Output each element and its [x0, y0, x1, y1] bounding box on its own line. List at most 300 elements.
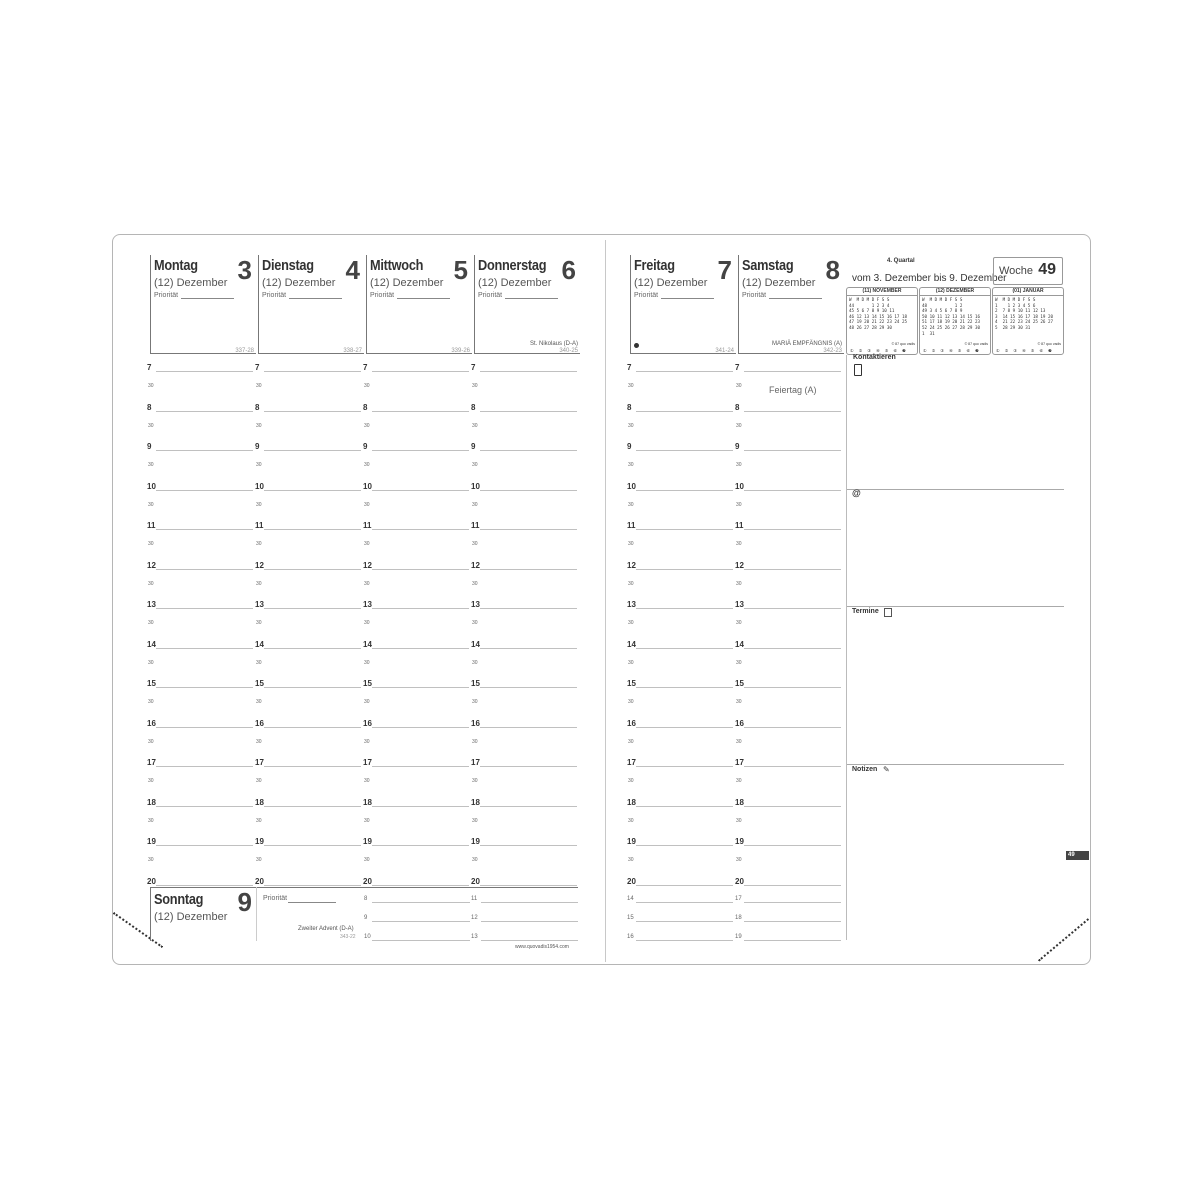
half-hour-label: 30 — [736, 580, 742, 587]
day-number: 9 — [237, 887, 252, 917]
half-hour-label: 30 — [364, 738, 370, 745]
hour-label: 18 — [147, 797, 156, 807]
hour-label: 12 — [147, 560, 156, 570]
mini-calendar-grid: W M D M D F S S 48 1 2 49 3 4 5 6 7 8 9 50 10 11 12 13 14 15 16 51 17 18 19 20 21 22 23 52 24 25 26 27 28 29 30 1 31 — [922, 297, 980, 336]
hour-line[interactable] — [744, 608, 841, 609]
hour-line[interactable] — [156, 371, 253, 372]
hour-line[interactable] — [744, 648, 841, 649]
hour-label: 10 — [735, 481, 744, 491]
day-month: (12) Dezember — [634, 277, 708, 289]
day-month: (12) Dezember — [154, 911, 228, 923]
sunday-slot-line[interactable] — [372, 940, 470, 941]
hour-line[interactable] — [372, 411, 469, 412]
half-hour-label: 30 — [628, 580, 634, 587]
hour-label: 13 — [735, 600, 744, 609]
hour-label: 15 — [735, 679, 744, 688]
hour-label: 15 — [363, 679, 372, 688]
mini-calendar-footer: © 87 quo vadis — [964, 342, 988, 346]
half-hour-label: 30 — [364, 857, 370, 863]
day-header — [630, 255, 736, 354]
hour-label: 9 — [255, 442, 260, 451]
hour-label: 15 — [471, 679, 480, 688]
hour-label: 19 — [735, 837, 744, 846]
hour-line[interactable] — [372, 569, 469, 570]
half-hour-label: 30 — [472, 501, 478, 508]
hour-line[interactable] — [744, 411, 841, 412]
half-hour-label: 30 — [628, 857, 634, 863]
hour-line[interactable] — [372, 885, 469, 886]
footer-url: www.quovadis1954.com — [515, 944, 569, 950]
half-hour-label: 30 — [736, 541, 742, 547]
mini-calendar-grid: W M D M D F S S 44 1 2 3 4 45 5 6 7 8 9 10 11 46 12 13 14 15 16 17 18 47 19 20 21 22 23 24 25 48 26 27 28 29 30 — [849, 297, 907, 330]
hour-label: 20 — [471, 876, 480, 886]
day-number: 4 — [345, 255, 360, 285]
half-hour-label: 30 — [256, 778, 262, 784]
half-hour-label: 30 — [256, 580, 262, 587]
hour-label: 13 — [363, 600, 372, 609]
week-box — [993, 257, 1063, 285]
half-hour-label: 30 — [472, 738, 478, 745]
email-section — [846, 489, 1064, 607]
hour-line[interactable] — [156, 766, 253, 767]
hour-line[interactable] — [372, 806, 469, 807]
evening-slot-label: 14 — [627, 896, 634, 902]
half-hour-label: 30 — [628, 462, 634, 468]
day-header — [150, 255, 256, 354]
hour-line[interactable] — [372, 727, 469, 728]
half-hour-label: 30 — [148, 778, 154, 784]
hour-label: 8 — [255, 402, 260, 412]
priority-label: Priorität — [262, 292, 287, 299]
half-hour-label: 30 — [256, 620, 262, 626]
day-number: 3 — [237, 255, 252, 285]
column-divider — [846, 355, 847, 940]
half-hour-label: 30 — [472, 541, 478, 547]
evening-slot-label: 18 — [735, 915, 742, 921]
mini-calendar-footer: © 87 quo vadis — [1037, 342, 1061, 346]
hour-line[interactable] — [480, 608, 577, 609]
hour-line[interactable] — [156, 687, 253, 688]
priority-line — [181, 298, 234, 299]
priority-label: Priorität — [478, 292, 503, 299]
half-hour-label: 30 — [148, 501, 154, 508]
quarter-label: 4. Quartal — [887, 258, 915, 264]
hour-label: 10 — [471, 481, 480, 491]
priority-label: Priorität — [742, 292, 767, 299]
half-hour-label: 30 — [472, 778, 478, 784]
day-month: (12) Dezember — [370, 277, 444, 289]
hour-label: 10 — [363, 481, 372, 491]
hour-line[interactable] — [480, 569, 577, 570]
hour-label: 9 — [363, 442, 368, 451]
day-month: (12) Dezember — [154, 277, 228, 289]
day-number: 5 — [453, 255, 468, 285]
hour-label: 12 — [363, 560, 372, 570]
hour-label: 20 — [147, 876, 156, 886]
day-name: Sonntag — [154, 891, 204, 908]
mini-calendar-title: (12) DEZEMBER — [920, 288, 990, 296]
hour-line[interactable] — [372, 608, 469, 609]
half-hour-label: 30 — [628, 817, 634, 824]
evening-slot-line[interactable] — [744, 940, 841, 941]
half-hour-label: 30 — [256, 738, 262, 745]
marker-dot — [634, 343, 639, 348]
half-hour-label: 30 — [736, 817, 742, 824]
hour-line[interactable] — [744, 371, 841, 372]
priority-line — [289, 298, 342, 299]
sunday-slot-label: 13 — [471, 934, 478, 940]
sunday-slot-label: 12 — [471, 915, 478, 921]
half-hour-label: 30 — [472, 422, 478, 429]
half-hour-label: 30 — [736, 422, 742, 429]
hour-line[interactable] — [636, 845, 733, 846]
day-name: Mittwoch — [370, 257, 424, 274]
hour-line[interactable] — [744, 450, 841, 451]
hour-label: 20 — [735, 876, 744, 886]
week-number: 49 — [1038, 261, 1056, 278]
hour-label: 16 — [627, 718, 636, 728]
priority-line — [505, 298, 558, 299]
hour-label: 11 — [363, 521, 372, 530]
half-hour-label: 30 — [256, 659, 262, 666]
day-number: 8 — [825, 255, 840, 285]
hour-label: 18 — [255, 797, 264, 807]
hour-label: 19 — [147, 837, 156, 846]
mini-calendar-footer: © 87 quo vadis — [891, 342, 915, 346]
hour-label: 9 — [147, 442, 152, 451]
hour-label: 8 — [627, 402, 632, 412]
half-hour-label: 30 — [472, 383, 478, 389]
half-hour-label: 30 — [736, 383, 742, 389]
hour-label: 17 — [147, 758, 156, 767]
half-hour-label: 30 — [364, 580, 370, 587]
hour-line[interactable] — [372, 490, 469, 491]
hour-line[interactable] — [744, 727, 841, 728]
half-hour-label: 30 — [472, 659, 478, 666]
hour-line[interactable] — [480, 648, 577, 649]
hour-line[interactable] — [744, 687, 841, 688]
sunday-slot-line[interactable] — [481, 940, 578, 941]
evening-slot-line[interactable] — [744, 921, 841, 922]
hour-line[interactable] — [264, 569, 361, 570]
hour-label: 20 — [363, 876, 372, 886]
hour-line[interactable] — [264, 727, 361, 728]
half-hour-label: 30 — [256, 501, 262, 508]
hour-label: 11 — [627, 521, 636, 530]
priority-line — [661, 298, 714, 299]
notizen-section — [846, 764, 1064, 940]
hour-label: 17 — [471, 758, 480, 767]
half-hour-label: 30 — [256, 462, 262, 468]
hour-label: 15 — [627, 679, 636, 688]
hour-line[interactable] — [744, 490, 841, 491]
hour-label: 9 — [627, 442, 632, 451]
evening-slot-label: 16 — [627, 934, 634, 940]
hour-line[interactable] — [372, 450, 469, 451]
half-hour-label: 30 — [472, 620, 478, 626]
hour-line[interactable] — [264, 371, 361, 372]
hour-label: 18 — [735, 797, 744, 807]
half-hour-label: 30 — [628, 422, 634, 429]
day-name: Donnerstag — [478, 257, 547, 274]
hour-line[interactable] — [636, 687, 733, 688]
hour-label: 16 — [471, 718, 480, 728]
holiday-label: MARIÄ EMPFÄNGNIS (A) — [771, 341, 842, 347]
hour-label: 20 — [627, 876, 636, 886]
half-hour-label: 30 — [256, 699, 262, 705]
hour-line[interactable] — [264, 529, 361, 530]
hour-label: 14 — [363, 639, 372, 649]
half-hour-label: 30 — [364, 422, 370, 429]
mini-calendar-title: (11) NOVEMBER — [847, 288, 917, 296]
half-hour-label: 30 — [736, 738, 742, 745]
sunday-slot-label: 8 — [364, 896, 368, 902]
evening-slot-label: 15 — [627, 915, 634, 921]
half-hour-label: 30 — [148, 699, 154, 705]
hour-line[interactable] — [264, 766, 361, 767]
hour-line[interactable] — [264, 450, 361, 451]
hour-label: 17 — [255, 758, 264, 767]
sunday-slot-label: 9 — [364, 915, 368, 921]
mini-calendar-november — [846, 287, 918, 355]
hour-line[interactable] — [264, 687, 361, 688]
notizen-label: Notizen — [852, 766, 878, 773]
hour-line[interactable] — [156, 806, 253, 807]
hour-line[interactable] — [480, 490, 577, 491]
hour-line[interactable] — [156, 727, 253, 728]
hour-line[interactable] — [636, 569, 733, 570]
sunday-slot-label: 11 — [471, 896, 478, 902]
hour-line[interactable] — [480, 806, 577, 807]
hour-line[interactable] — [636, 727, 733, 728]
day-name: Dienstag — [262, 257, 314, 274]
day-number: 6 — [561, 255, 576, 285]
hour-line[interactable] — [480, 529, 577, 530]
hour-line[interactable] — [372, 648, 469, 649]
half-hour-label: 30 — [364, 541, 370, 547]
half-hour-label: 30 — [628, 738, 634, 745]
hour-label: 15 — [255, 679, 264, 688]
hour-label: 12 — [471, 560, 480, 570]
hour-label: 11 — [735, 521, 744, 530]
hour-label: 10 — [147, 481, 156, 491]
hour-line[interactable] — [480, 411, 577, 412]
hour-label: 7 — [147, 363, 152, 372]
priority-label: Priorität — [370, 292, 395, 299]
half-hour-label: 30 — [364, 778, 370, 784]
hour-line[interactable] — [744, 885, 841, 886]
half-hour-label: 30 — [148, 541, 154, 547]
mini-calendar-weekdays: ① ② ③ ④ ⑤ ⑥ ❼ — [996, 348, 1054, 353]
hour-line[interactable] — [636, 608, 733, 609]
evening-slot-line[interactable] — [636, 902, 733, 903]
sunday-slot-line[interactable] — [372, 921, 470, 922]
hour-label: 14 — [627, 639, 636, 649]
termine-label: Termine — [852, 608, 879, 615]
hour-line[interactable] — [744, 845, 841, 846]
hour-line[interactable] — [480, 766, 577, 767]
hour-line[interactable] — [156, 845, 253, 846]
evening-slot-line[interactable] — [744, 902, 841, 903]
half-hour-label: 30 — [256, 422, 262, 429]
sunday-slot-line[interactable] — [481, 902, 578, 903]
hour-line[interactable] — [636, 371, 733, 372]
half-hour-label: 30 — [256, 383, 262, 389]
hour-label: 8 — [363, 402, 368, 412]
half-hour-label: 30 — [148, 462, 154, 468]
hour-label: 9 — [735, 442, 740, 451]
hour-line[interactable] — [264, 885, 361, 886]
hour-line[interactable] — [156, 885, 253, 886]
mini-calendar-december — [919, 287, 991, 355]
sunday-slot-line[interactable] — [481, 921, 578, 922]
evening-slot-label: 17 — [735, 896, 742, 902]
hour-label: 8 — [471, 402, 476, 412]
holiday-label: Zweiter Advent (D-A) — [298, 926, 354, 932]
hour-label: 17 — [363, 758, 372, 767]
half-hour-label: 30 — [364, 817, 370, 824]
hour-label: 12 — [627, 560, 636, 570]
hour-label: 16 — [147, 718, 156, 728]
half-hour-label: 30 — [472, 857, 478, 863]
priority-label: Priorität — [154, 292, 179, 299]
hour-line[interactable] — [636, 411, 733, 412]
day-header — [366, 255, 472, 354]
hour-label: 10 — [627, 481, 636, 491]
half-hour-label: 30 — [628, 501, 634, 508]
priority-line[interactable] — [288, 902, 336, 903]
half-hour-label: 30 — [628, 659, 634, 666]
hour-label: 16 — [735, 718, 744, 728]
half-hour-label: 30 — [148, 659, 154, 666]
hour-line[interactable] — [372, 845, 469, 846]
half-hour-label: 30 — [628, 778, 634, 784]
hour-label: 11 — [255, 521, 264, 530]
contacts-section — [846, 355, 1064, 490]
half-hour-label: 30 — [148, 620, 154, 626]
hour-label: 18 — [627, 797, 636, 807]
mini-calendar-title: (01) JANUAR — [993, 288, 1063, 296]
hour-line[interactable] — [744, 529, 841, 530]
hour-line[interactable] — [480, 727, 577, 728]
day-month: (12) Dezember — [742, 277, 816, 289]
hour-line[interactable] — [744, 766, 841, 767]
evening-slot-line[interactable] — [636, 940, 733, 941]
hour-line[interactable] — [156, 648, 253, 649]
day-of-year: 340-25 — [559, 348, 578, 354]
page-tab: 49 — [1066, 851, 1089, 860]
hour-line[interactable] — [264, 490, 361, 491]
hour-label: 8 — [735, 402, 740, 412]
week-range: vom 3. Dezember bis 9. Dezember — [852, 273, 1007, 284]
hour-line[interactable] — [480, 687, 577, 688]
half-hour-label: 30 — [736, 462, 742, 468]
day-header — [258, 255, 364, 354]
hour-line[interactable] — [744, 569, 841, 570]
hour-line[interactable] — [264, 845, 361, 846]
hour-line[interactable] — [372, 766, 469, 767]
day-of-year: 337-28 — [235, 348, 254, 354]
half-hour-label: 30 — [628, 383, 634, 389]
day-number: 7 — [717, 255, 732, 285]
day-header — [474, 255, 580, 354]
hour-label: 13 — [627, 600, 636, 609]
hour-line[interactable] — [480, 450, 577, 451]
half-hour-label: 30 — [472, 817, 478, 824]
hour-line[interactable] — [636, 766, 733, 767]
half-hour-label: 30 — [148, 857, 154, 863]
hour-line[interactable] — [264, 608, 361, 609]
hour-line[interactable] — [636, 885, 733, 886]
hour-line[interactable] — [636, 806, 733, 807]
hour-line[interactable] — [744, 806, 841, 807]
day-name: Montag — [154, 257, 198, 274]
hour-line[interactable] — [264, 411, 361, 412]
hour-line[interactable] — [156, 569, 253, 570]
day-month: (12) Dezember — [478, 277, 552, 289]
half-hour-label: 30 — [628, 541, 634, 547]
hour-line[interactable] — [372, 687, 469, 688]
hour-line[interactable] — [264, 806, 361, 807]
day-of-year: 339-26 — [451, 348, 470, 354]
half-hour-label: 30 — [364, 659, 370, 666]
half-hour-label: 30 — [736, 699, 742, 705]
priority-line — [769, 298, 822, 299]
hour-line[interactable] — [156, 450, 253, 451]
hour-label: 7 — [471, 363, 476, 372]
hour-line[interactable] — [264, 648, 361, 649]
hour-line[interactable] — [636, 529, 733, 530]
hour-label: 17 — [627, 758, 636, 767]
hour-label: 13 — [147, 600, 156, 609]
termine-section — [846, 606, 1064, 765]
page-fold — [605, 240, 606, 962]
sunday-header — [150, 887, 257, 941]
hour-line[interactable] — [636, 648, 733, 649]
hour-line[interactable] — [372, 371, 469, 372]
hour-line[interactable] — [156, 411, 253, 412]
day-of-year: 338-27 — [343, 348, 362, 354]
priority-line — [397, 298, 450, 299]
day-of-year: 341-24 — [715, 348, 734, 354]
half-hour-label: 30 — [256, 817, 262, 824]
evening-slot-line[interactable] — [636, 921, 733, 922]
hour-line[interactable] — [156, 490, 253, 491]
hour-line[interactable] — [636, 490, 733, 491]
hour-line[interactable] — [156, 529, 253, 530]
hour-label: 18 — [471, 797, 480, 807]
hour-label: 12 — [735, 560, 744, 570]
hour-label: 15 — [147, 679, 156, 688]
hour-line[interactable] — [372, 529, 469, 530]
sunday-slot-label: 10 — [364, 934, 371, 940]
half-hour-label: 30 — [364, 383, 370, 389]
hour-line[interactable] — [156, 608, 253, 609]
half-hour-label: 30 — [148, 580, 154, 587]
half-hour-label: 30 — [364, 462, 370, 468]
hour-line[interactable] — [480, 885, 577, 886]
half-hour-label: 30 — [364, 620, 370, 626]
hour-line[interactable] — [480, 371, 577, 372]
mini-calendar-weekdays: ① ② ③ ④ ⑤ ⑥ ❼ — [850, 348, 908, 353]
saturday-note: Feiertag (A) — [769, 385, 817, 395]
hour-line[interactable] — [480, 845, 577, 846]
hour-line[interactable] — [636, 450, 733, 451]
day-name: Freitag — [634, 257, 675, 274]
half-hour-label: 30 — [364, 699, 370, 705]
sunday-slot-line[interactable] — [372, 902, 470, 903]
contacts-label: Kontaktieren — [853, 354, 896, 361]
